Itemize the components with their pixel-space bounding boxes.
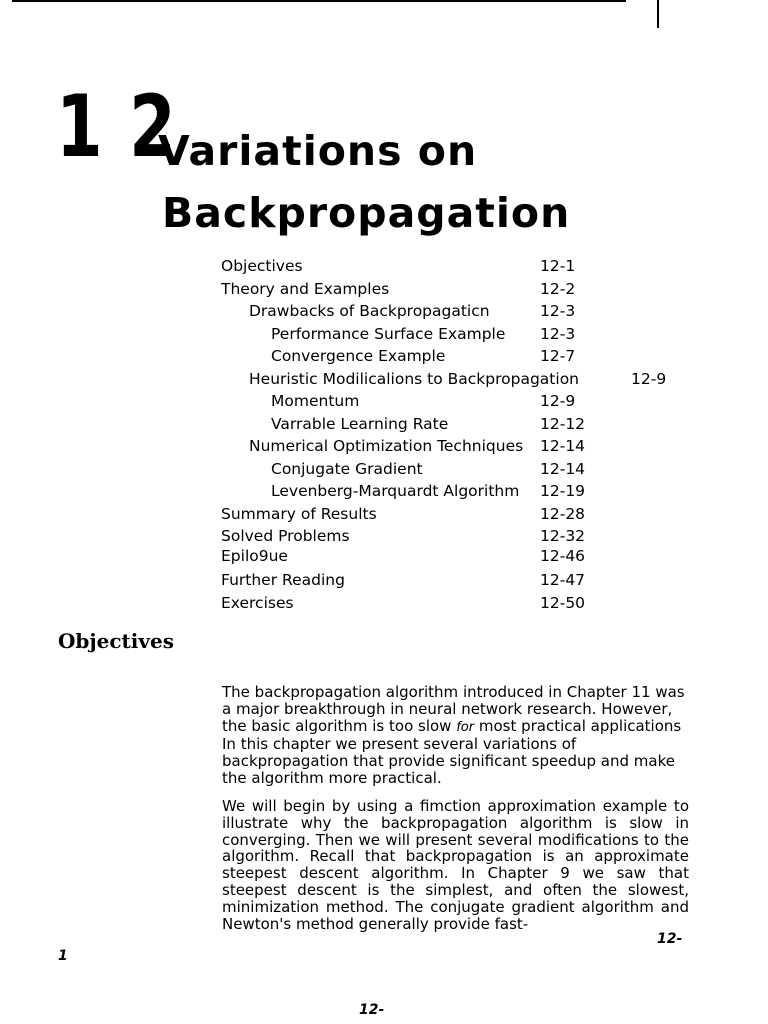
toc-entry[interactable] bbox=[221, 413, 691, 436]
toc-label: Conjugate Gradient bbox=[271, 459, 423, 478]
objectives-heading: Objectives bbox=[58, 629, 174, 653]
toc-page: 12-7 bbox=[540, 347, 576, 365]
toc-page: 12-12 bbox=[540, 414, 586, 433]
toc-entry[interactable] bbox=[221, 345, 691, 368]
toc-page: 12-9 bbox=[540, 392, 576, 410]
toc-entry[interactable] bbox=[221, 323, 691, 346]
paragraph-text: for bbox=[456, 719, 475, 735]
toc-page: 12-3 bbox=[540, 302, 576, 320]
toc-entry[interactable] bbox=[221, 503, 691, 526]
toc-entry[interactable] bbox=[221, 525, 691, 545]
chapter-title-line2: Backpropagation bbox=[162, 189, 571, 237]
objectives-paragraph-2: We will begin by using a fimction approximation example to illustrate why the backpropagation algorithm is slow in converging. Then we will present several modifications to the algorithm. Recall that backpropagation is an approximate steepest descent algorithm. In Chapter 9 we saw that steepest descent is the simplest, and often the slowest, minimization method. The conjugate gradient algorithm and Newton's method generally provide fast- bbox=[222, 797, 689, 933]
toc-entry[interactable] bbox=[221, 569, 691, 592]
toc-entry[interactable] bbox=[221, 390, 691, 413]
toc-label: Objectives bbox=[221, 257, 303, 275]
toc-label: Convergence Example bbox=[271, 347, 446, 365]
toc-entry[interactable] bbox=[221, 458, 691, 481]
toc-page: 12-46 bbox=[540, 547, 586, 565]
top-corner-mark bbox=[657, 0, 659, 28]
toc-label: Solved Problems bbox=[221, 527, 350, 545]
page-number-inline: 12- bbox=[657, 931, 683, 947]
toc-page: 12-1 bbox=[540, 257, 576, 275]
toc-label: Exercises bbox=[221, 593, 294, 612]
footer-left-mark: 1 bbox=[58, 948, 68, 964]
toc-label: Summary of Results bbox=[221, 504, 377, 523]
toc-label: Drawbacks of Backpropagaticn bbox=[249, 302, 490, 320]
top-rule bbox=[12, 0, 626, 2]
toc-label: Varrable Learning Rate bbox=[271, 414, 449, 433]
toc-label: Epilo9ue bbox=[221, 547, 288, 565]
toc-entry[interactable] bbox=[221, 592, 691, 615]
table-of-contents bbox=[221, 255, 691, 614]
toc-entry[interactable] bbox=[221, 255, 691, 278]
toc-label: Numerical Optimization Techniques bbox=[249, 437, 524, 455]
toc-page: 12-3 bbox=[540, 324, 576, 343]
toc-page: 12-9 bbox=[631, 369, 667, 388]
toc-page: 12-32 bbox=[540, 527, 586, 545]
objectives-paragraph-1 bbox=[222, 684, 689, 787]
paragraph-text: The backpropagation algorithm introduced in Chapter 11 was a major breakthrough in neural network research. However, the basic algorithm is too slow bbox=[222, 683, 685, 735]
toc-entry[interactable] bbox=[221, 545, 691, 569]
toc-label: Theory and Examples bbox=[221, 279, 390, 298]
toc-entry[interactable] bbox=[221, 300, 691, 323]
footer-page-number: 12- bbox=[359, 1002, 385, 1018]
toc-label: Levenberg-Marquardt Algorithm bbox=[271, 482, 520, 500]
toc-entry[interactable] bbox=[221, 480, 691, 503]
chapter-title-line1: Variations on bbox=[158, 127, 478, 175]
toc-label: Momentum bbox=[271, 392, 360, 410]
toc-label: Further Reading bbox=[221, 571, 345, 589]
toc-entry[interactable] bbox=[221, 368, 691, 391]
toc-page: 12-47 bbox=[540, 571, 586, 589]
toc-page: 12-14 bbox=[540, 437, 586, 455]
toc-page: 12-50 bbox=[540, 593, 586, 612]
toc-page: 12-28 bbox=[540, 504, 586, 523]
toc-entry[interactable] bbox=[221, 278, 691, 301]
toc-page: 12-14 bbox=[540, 459, 586, 478]
toc-entry[interactable] bbox=[221, 435, 691, 458]
toc-page: 12-2 bbox=[540, 279, 576, 298]
chapter-title bbox=[158, 120, 682, 244]
toc-label: Performance Surface Example bbox=[271, 324, 506, 343]
toc-page: 12-19 bbox=[540, 482, 586, 500]
chapter-number: 1 2 bbox=[56, 77, 178, 177]
paragraph-text: most practical applications In this chapter we present several variations of backpropagation that provide significant speedup and make the algorithm more practical. bbox=[222, 716, 682, 787]
toc-label: Heuristic Modilicalions to Backpropagation bbox=[249, 369, 579, 388]
